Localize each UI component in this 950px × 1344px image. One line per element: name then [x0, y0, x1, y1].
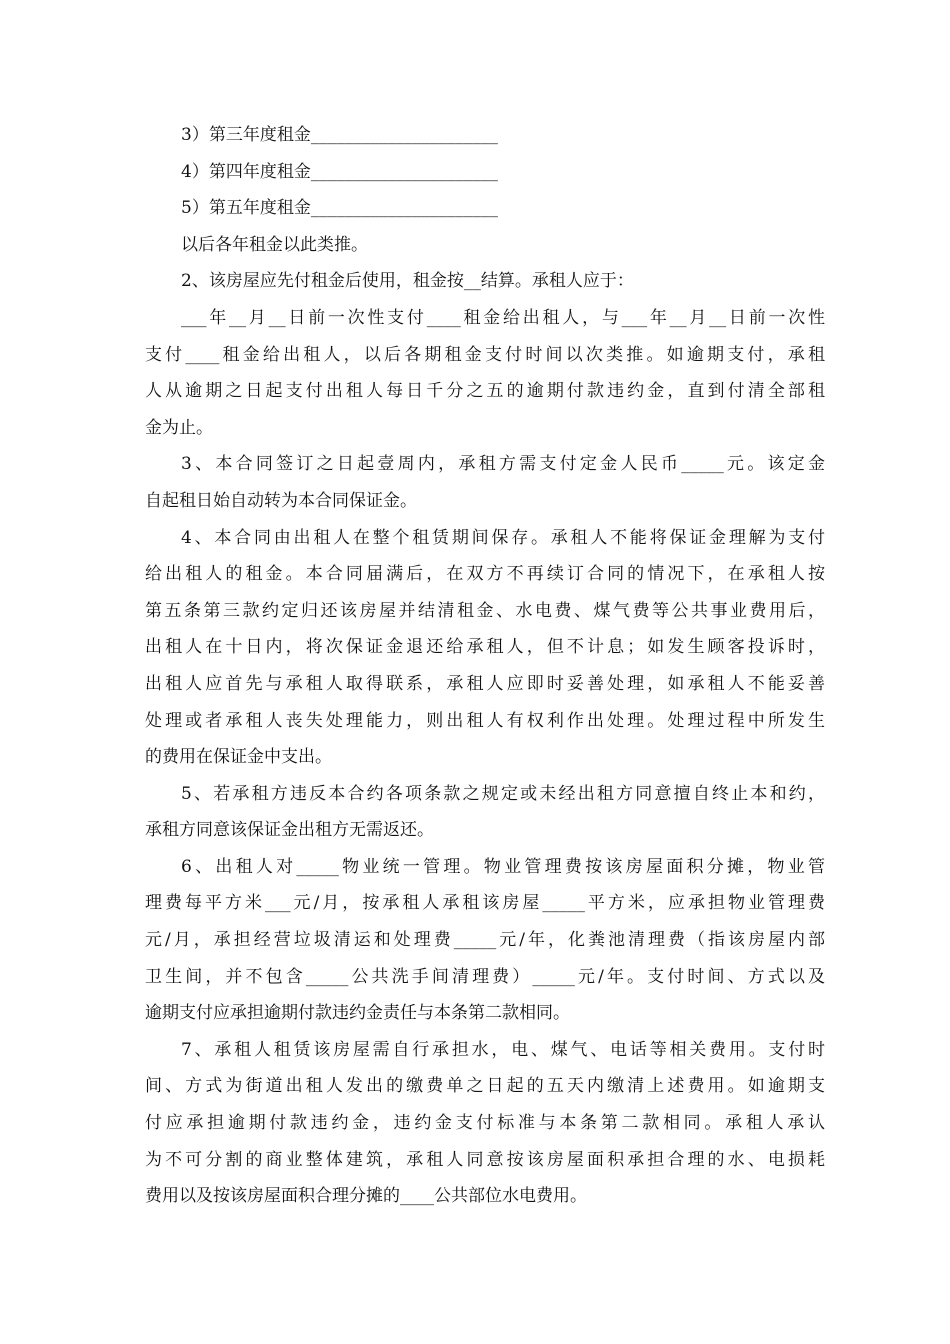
text-line: 逾期支付应承担逾期付款违约金责任与本条第二款相同。: [145, 1003, 570, 1024]
text-line: 6、出租人对_____物业统一管理。物业管理费按该房屋面积分摊，物业管: [181, 856, 825, 877]
text-line: 以后各年租金以此类推。: [181, 234, 368, 255]
text-line: 的费用在保证金中支出。: [145, 747, 332, 768]
text-line: 费用以及按该房屋面积合理分摊的____公共部位水电费用。: [145, 1186, 587, 1207]
text-line: 5）第五年度租金______________________: [181, 198, 498, 219]
text-line: 自起租日始自动转为本合同保证金。: [145, 490, 417, 511]
text-line: 第五条第三款约定归还该房屋并结清租金、水电费、煤气费等公共事业费用后，: [145, 600, 825, 621]
text-line: 金为止。: [145, 417, 213, 438]
text-line: 出租人应首先与承租人取得联系，承租人应即时妥善处理，如承租人不能妥善: [145, 673, 825, 694]
text-line: 处理或者承租人丧失处理能力，则出租人有权利作出处理。处理过程中所发生: [145, 710, 825, 731]
document-body: [145, 117, 825, 1215]
text-line: 4、本合同由出租人在整个租赁期间保存。承租人不能将保证金理解为支付: [181, 527, 825, 548]
text-line: 支付____租金给出租人，以后各期租金支付时间以次类推。如逾期支付，承租: [145, 344, 825, 365]
text-line: 间、方式为街道出租人发出的缴费单之日起的五天内缴清上述费用。如逾期支: [145, 1076, 825, 1097]
text-line: 为不可分割的商业整体建筑，承租人同意按该房屋面积承担合理的水、电损耗: [145, 1149, 825, 1170]
text-line: 卫生间，并不包含_____公共洗手间清理费）_____元/年。支付时间、方式以及: [145, 966, 825, 987]
text-line: 出租人在十日内，将次保证金退还给承租人，但不计息；如发生顾客投诉时，: [145, 637, 825, 658]
text-line: 5、若承租方违反本合约各项条款之规定或未经出租方同意擅自终止本和约，: [181, 783, 825, 804]
text-line: 理费每平方米___元/月，按承租人承租该房屋_____平方米，应承担物业管理费: [145, 893, 825, 914]
text-line: 元/月，承担经营垃圾清运和处理费_____元/年，化粪池清理费（指该房屋内部: [145, 930, 825, 951]
text-line: 2、该房屋应先付租金后使用，租金按__结算。承租人应于：: [181, 271, 634, 292]
text-line: 3、本合同签订之日起壹周内，承租方需支付定金人民币_____元。该定金: [181, 454, 825, 475]
text-line: 人从逾期之日起支付出租人每日千分之五的逾期付款违约金，直到付清全部租: [145, 381, 825, 402]
text-line: 7、承租人租赁该房屋需自行承担水，电、煤气、电话等相关费用。支付时: [181, 1039, 825, 1060]
text-line: 承租方同意该保证金出租方无需返还。: [145, 820, 434, 841]
text-line: 3）第三年度租金______________________: [181, 125, 498, 145]
text-line: 付应承担逾期付款违约金，违约金支付标准与本条第二款相同。承租人承认: [145, 1113, 825, 1134]
text-line: ___年__月__日前一次性支付____租金给出租人，与___年__月__日前一次性: [181, 307, 825, 328]
text-line: 给出租人的租金。本合同届满后，在双方不再续订合同的情况下，在承租人按: [145, 564, 825, 585]
text-line: 4）第四年度租金______________________: [181, 161, 498, 182]
